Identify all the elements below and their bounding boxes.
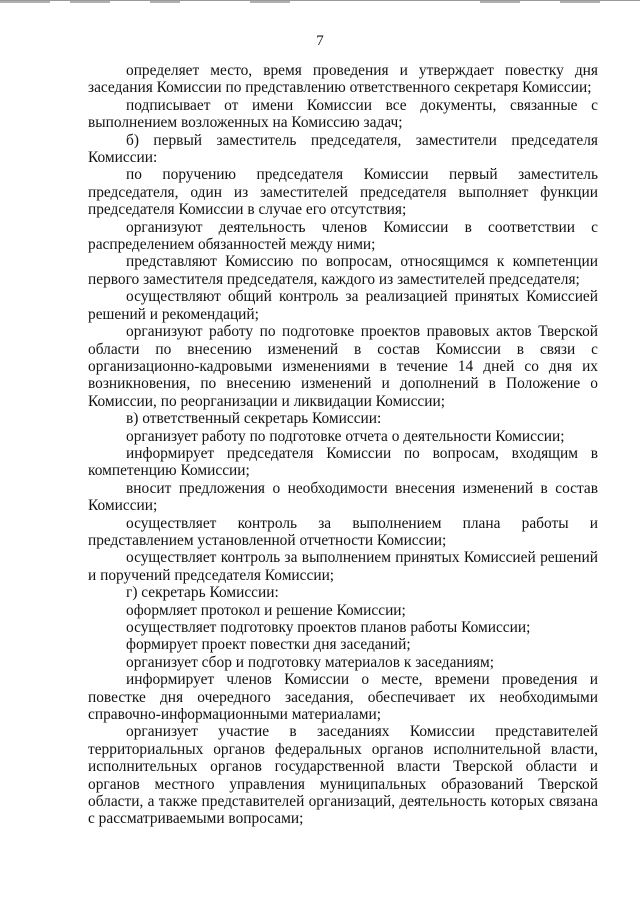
scan-artifact — [250, 1, 290, 3]
scan-artifact — [560, 1, 600, 3]
paragraph: осуществляет контроль за выполнением принятых Комиссией решений и поручений председателя Комиссии; — [88, 549, 598, 584]
page-top-border — [0, 0, 640, 7]
paragraph: организует работу по подготовке отчета о деятельности Комиссии; — [126, 427, 565, 445]
paragraph: осуществляет контроль за выполнением плана работы и представлением установленной отчетности Комиссии; — [88, 514, 598, 549]
paragraph: организует участие в заседаниях Комиссии представителей территориальных органов федеральных органов исполнительной власти, исполнительных органов государственной власти Тверской области и органов местного управления муниципальных образований Тверской области, а также представителей организаций, деятельность которых связана с рассматриваемыми вопросами; — [88, 723, 598, 828]
scan-artifact — [0, 1, 50, 3]
paragraph: информирует членов Комиссии о месте, времени проведения и повестке дня очередного заседания, обеспечивает их необходимыми справочно-информационными материалами; — [88, 671, 598, 724]
paragraph: определяет место, время проведения и утверждает повестку дня заседания Комиссии по представлению ответственного секретаря Комиссии; — [88, 62, 598, 97]
paragraph: организуют деятельность членов Комиссии в соответствии с распределением обязанностей между ними; — [88, 218, 598, 254]
paragraph: г) секретарь Комиссии: — [126, 584, 279, 602]
paragraph: б) первый заместитель председателя, заместители председателя Комиссии: — [88, 131, 598, 167]
paragraph: осуществляет подготовку проектов планов работы Комиссии; — [126, 619, 531, 636]
paragraph: формирует проект повестки дня заседаний; — [126, 636, 411, 654]
paragraph: по поручению председателя Комиссии первый заместитель председателя, один из заместителей председателя выполняет функции председателя Комиссии в случае его отсутствия; — [88, 166, 598, 219]
paragraph: организует сбор и подготовку материалов к заседаниям; — [126, 653, 494, 671]
scan-artifact — [480, 1, 520, 3]
paragraph: осуществляют общий контроль за реализацией принятых Комиссией решений и рекомендаций; — [88, 288, 598, 323]
paragraph: информирует председателя Комиссии по вопросам, входящим в компетенцию Комиссии; — [88, 444, 598, 480]
document-body — [88, 62, 598, 828]
paragraph: вносит предложения о необходимости внесения изменений в состав Комиссии; — [88, 479, 598, 515]
paragraph: в) ответственный секретарь Комиссии: — [126, 410, 382, 428]
paragraph: представляют Комиссию по вопросам, относящимся к компетенции первого заместителя председателя, каждого из заместителей председателя; — [88, 253, 598, 288]
paragraph: подписывает от имени Комиссии все документы, связанные с выполнением возложенных на Комиссию задач; — [88, 96, 598, 132]
paragraph: оформляет протокол и решение Комиссии; — [126, 601, 406, 619]
scan-artifact — [150, 1, 180, 3]
page-number: 7 — [316, 33, 324, 49]
paragraph: организуют работу по подготовке проектов правовых актов Тверской области по внесению изменений в состав Комиссии в связи с организационно-кадровыми изменениями в течение 14 дней со дня их возникновения, по внесению изменений и дополнений в Положение о Комиссии, по реорганизации и ликвидации Комиссии; — [88, 323, 598, 410]
scan-artifact — [70, 1, 110, 3]
